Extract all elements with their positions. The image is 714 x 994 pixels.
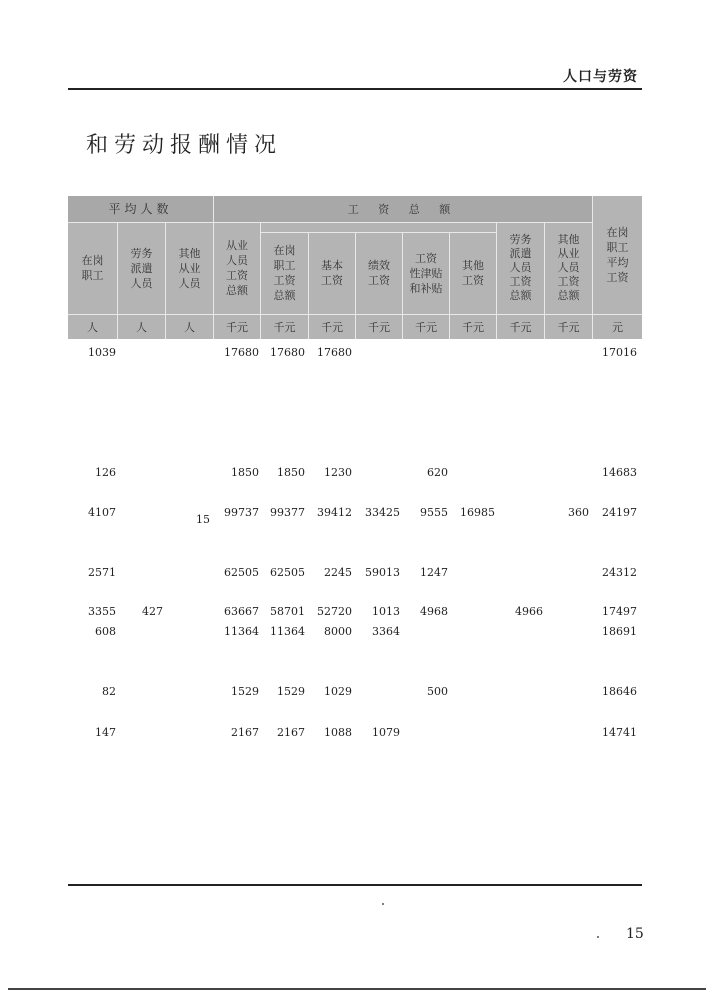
col-avg-wage: 在岗 职工 平均 工资 bbox=[606, 226, 629, 284]
section-title: 人口与劳资 bbox=[563, 69, 638, 85]
table-cell: 2571 bbox=[88, 566, 116, 579]
table-cell: 62505 bbox=[270, 566, 305, 579]
scan-speck bbox=[597, 936, 599, 938]
table-cell: 58701 bbox=[270, 605, 305, 618]
col-dispatched: 劳务 派遣 人员 bbox=[130, 246, 153, 290]
unit-cell: 千元 bbox=[226, 321, 248, 334]
table-cell: 17016 bbox=[602, 346, 637, 359]
table-cell: 1029 bbox=[324, 685, 352, 698]
table-cell: 18646 bbox=[602, 685, 637, 698]
unit-cell: 千元 bbox=[557, 321, 580, 334]
unit-cell: 人 bbox=[87, 321, 98, 334]
page-title: 和劳动报酬情况 bbox=[86, 133, 283, 158]
table-cell: 1013 bbox=[372, 605, 400, 618]
scan-speck bbox=[382, 903, 384, 905]
unit-cell: 人 bbox=[136, 321, 147, 334]
table-cell: 63667 bbox=[224, 605, 259, 618]
table-cell: 360 bbox=[568, 506, 589, 519]
unit-cell: 千元 bbox=[321, 321, 343, 334]
table-cell: 1039 bbox=[88, 346, 116, 359]
table-cell: 1529 bbox=[231, 685, 259, 698]
table-cell: 1529 bbox=[277, 685, 305, 698]
table-cell: 33425 bbox=[365, 506, 400, 519]
unit-cell: 千元 bbox=[462, 321, 484, 334]
table-cell: 2167 bbox=[231, 726, 259, 739]
unit-cell: 千元 bbox=[273, 321, 296, 334]
table-cell: 500 bbox=[427, 685, 448, 698]
table-cell: 1230 bbox=[324, 466, 352, 479]
col-basic-wage: 基本 工资 bbox=[321, 259, 343, 287]
table-cell: 126 bbox=[95, 466, 116, 479]
table-cell: 16985 bbox=[460, 506, 495, 519]
table-cell: 1850 bbox=[231, 466, 259, 479]
table-cell: 9555 bbox=[420, 506, 448, 519]
col-allowances: 工资 性津贴 和补贴 bbox=[409, 251, 443, 295]
table-cell: 24197 bbox=[602, 506, 637, 519]
table-cell: 59013 bbox=[365, 566, 400, 579]
table-header bbox=[68, 196, 642, 339]
table-cell: 3364 bbox=[372, 625, 400, 638]
table-cell: 14683 bbox=[602, 466, 637, 479]
table-cell: 14741 bbox=[602, 726, 637, 739]
table-cell: 2245 bbox=[324, 566, 352, 579]
table-cell: 427 bbox=[142, 605, 163, 618]
table-cell: 3355 bbox=[88, 605, 116, 618]
table-cell: 4968 bbox=[420, 605, 448, 618]
table-cell: 39412 bbox=[317, 506, 352, 519]
table-cell: 147 bbox=[95, 726, 116, 739]
table-cell: 2167 bbox=[277, 726, 305, 739]
table-cell: 17680 bbox=[317, 346, 352, 359]
page-number: 15 bbox=[626, 926, 644, 942]
col-total-wage-on-post: 在岗 职工 工资 总额 bbox=[273, 244, 296, 302]
col-other-wage-total: 其他 从业 人员 工资 总额 bbox=[557, 233, 580, 302]
table-cell: 620 bbox=[427, 466, 448, 479]
col-performance-wage: 绩效 工资 bbox=[368, 259, 390, 287]
group-wage-total: 工 资 总 额 bbox=[347, 202, 459, 216]
table-cell: 17497 bbox=[602, 605, 637, 618]
table-cell: 24312 bbox=[602, 566, 637, 579]
table-cell: 15 bbox=[196, 513, 210, 526]
table-cell: 62505 bbox=[224, 566, 259, 579]
unit-cell: 千元 bbox=[509, 321, 532, 334]
table-cell: 99737 bbox=[224, 506, 259, 519]
table-cell: 4107 bbox=[88, 506, 116, 519]
unit-cell: 千元 bbox=[368, 321, 390, 334]
unit-cell: 千元 bbox=[415, 321, 437, 334]
col-dispatched-wage-total: 劳务 派遣 人员 工资 总额 bbox=[509, 233, 532, 302]
col-total-wage-employees: 从业 人员 工资 总额 bbox=[226, 239, 248, 297]
table-cell: 17680 bbox=[224, 346, 259, 359]
unit-cell: 人 bbox=[184, 321, 195, 334]
table-cell: 608 bbox=[95, 625, 116, 638]
unit-cell: 元 bbox=[612, 321, 623, 334]
table-cell: 18691 bbox=[602, 625, 637, 638]
table-cell: 82 bbox=[102, 685, 116, 698]
table-cell: 52720 bbox=[317, 605, 352, 618]
col-on-post-staff: 在岗 职工 bbox=[81, 254, 104, 282]
table-cell: 11364 bbox=[270, 625, 305, 638]
table-cell: 1850 bbox=[277, 466, 305, 479]
col-other-employees: 其他 从业 人员 bbox=[178, 246, 201, 290]
table-cell: 4966 bbox=[515, 605, 543, 618]
table-cell: 99377 bbox=[270, 506, 305, 519]
group-avg-persons: 平均人数 bbox=[108, 201, 173, 216]
scan-edge bbox=[8, 988, 706, 990]
table-cell: 1088 bbox=[324, 726, 352, 739]
bottom-rule bbox=[68, 884, 642, 886]
top-rule bbox=[68, 88, 642, 90]
table-cell: 1079 bbox=[372, 726, 400, 739]
table-cell: 1247 bbox=[420, 566, 448, 579]
table-cell: 17680 bbox=[270, 346, 305, 359]
table-cell: 8000 bbox=[324, 625, 352, 638]
table-cell: 11364 bbox=[224, 625, 259, 638]
col-other-wage: 其他 工资 bbox=[462, 259, 484, 287]
